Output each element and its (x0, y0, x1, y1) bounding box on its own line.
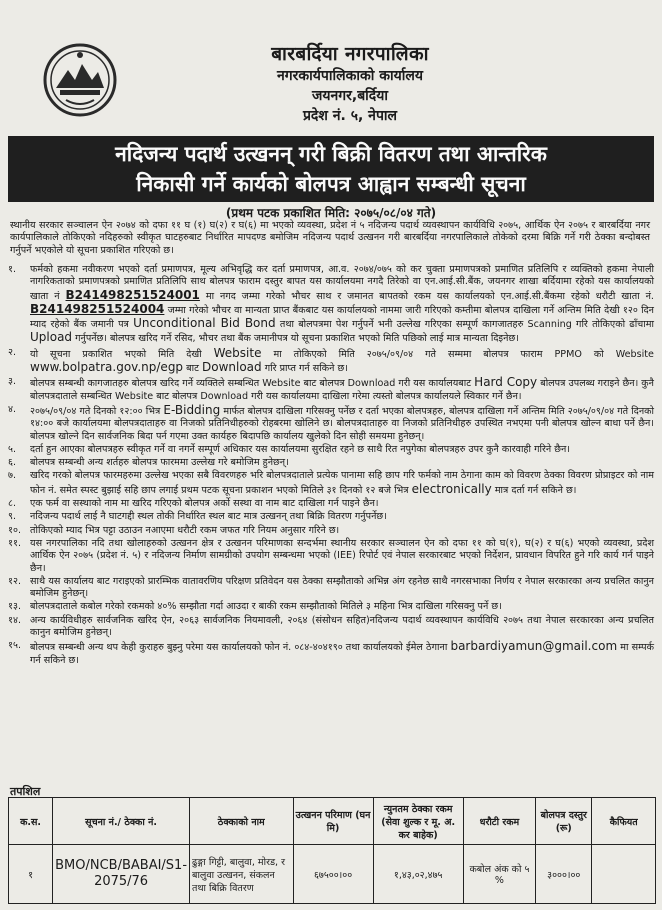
item-number: ५. (8, 443, 17, 455)
column-header: धरौटी रकम (463, 798, 535, 845)
list-item (8, 457, 654, 469)
item-number: १५. (8, 640, 22, 652)
item-number: १०. (8, 524, 22, 536)
cell-deposit: कबोल अंक को ५ % (463, 845, 535, 904)
item-text: बोलपत्रदाताले कबोल गरेको रकमको ४०% सम्झौता गर्दा आउदा र बाकी रकम सम्झौताको मितिले ३ महिना भित्र दाखिला गरिसक्नु पर्ने छ। (30, 601, 502, 613)
item-number: ३. (8, 376, 17, 388)
column-header: ठेक्काको नाम (190, 798, 293, 845)
item-text: खरिद गरको बोलपत्र फारमहरुमा उल्लेख भएका सबै विवरणहरु भरि बोलपत्रदाताले प्रत्येक पानामा सहि छाप गरि फर्मको नाम ठेगाना काम को विवरण ठेक्का विवरण प्रोप्राइटर को नाम फोन नं. समेत स्पस्ट बुझाई सहि छाप लगाई प्रथम पटक सूचना प्रकाशन भएको मितिले ३१ दिनको १२ बजे भित्र electronically मात्र दर्ता गर्न सकिने छ। (30, 470, 654, 496)
org-name: बारबर्दिया नगरपालिका (271, 43, 429, 65)
title-banner (8, 136, 654, 202)
item-number: १. (8, 264, 17, 275)
list-item (8, 601, 654, 613)
item-text: फर्मको हकमा नवीकरण भएको दर्ता प्रमाणपत्र, मूल्य अभिवृद्धि कर दर्ता प्रमाणपत्र, आ.व. २०७४/०७५ को कर चुक्ता प्रमाणपत्रको प्रमाणित प्रतिलिपि र व्यक्तिको हकमा नेपाली नागरिकताको प्रमाणपत्रको प्रमाणित प्रतिलिपि साथ बोलपत्र फाराम दस्तुर बापत यस कार्यालयमा नगदै तिरेको वा एन.आई.सी.बैंक, जयनगर शाखा बर्दियामा रहेको यस कार्यालयको खाता नं B241498251524001 मा नगद जम्मा गरेको भौचर साथ र जमानत बापतको रकम यस कार्यालयको एन.आई.सी.बैंकमा रहेको धरौटी खाता नं. B241498251524004 जम्मा गरेको भौचर वा मान्यता प्राप्त बैंकबाट यस कार्यालयको नाममा जारी गरिएको कम्तीमा बोलपत्र दाखिला गर्ने अन्तिम मिति देखी १२० दिन म्याद रहेको बैंक जमानी पत्र Unconditional Bid Bond तथा बोलपत्रमा पेश गर्नुपर्ने भनी उल्लेख गरिएका सम्पूर्ण कागजातहरु Scanning गरि तोकिएको ढाँचामा Upload गर्नुपर्नेछ। बोलपत्र खरिद गर्ने रसिद, भौचर तथा बैंक जमानीपत्र यो सूचना प्रकाशित भएको मिति पछिको लाई मात्र मान्यता दिइनेछ। (30, 264, 654, 345)
list-item (8, 511, 654, 523)
item-text: नदिजन्य पदार्थ लाई नै घाटगद्दी स्थल तोकी निर्धारित स्थल बाट मात्र उत्खनन् तथा बिक्रि वितरण गर्नुपर्नेछ। (30, 511, 387, 523)
column-header: कैफियत (592, 798, 656, 845)
cell-bid-number: BMO/NCB/BABAI/S1-2075/76 (53, 845, 190, 904)
list-item (8, 538, 654, 575)
list-item (8, 404, 654, 443)
item-number: ६. (8, 457, 17, 469)
item-text: यो सूचना प्रकाशित भएको मिति देखी Website मा तोकिएको मिति २०७५/०९/०४ गते सम्ममा बोलपत्र फाराम PPMO को Website www.bolpatra.gov.np/egp बाट Download गरि प्राप्त गर्न सकिने छ। (30, 345, 654, 375)
cell-fee: ३०००।०० (536, 845, 592, 904)
cell-serial: १ (9, 845, 53, 904)
list-item (8, 615, 654, 640)
item-text: साथै यस कार्यालय बाट गराइएको प्रारम्भिक वातावरणिय परिक्षण प्रतिवेदन यस ठेक्का सम्झौताको अभिन्न अंग रहनेछ साथै नगरसभाका निर्णय र नेपाल सरकारका अन्य प्रचलित कानुन बमोजिम हुनेछन्। (30, 575, 654, 600)
list-item (8, 347, 654, 376)
table-row (9, 845, 656, 904)
item-text: तोकिएको म्याद भित्र पट्टा उठाउन नआएमा धरौटी रकम जफत गरि नियम अनुसार गरिने छ। (30, 524, 340, 536)
egp-url-link[interactable]: www.bolpatra.gov.np/egp (30, 360, 184, 375)
item-text: बोलपत्र सम्बन्धी कागजातहरु बोलपत्र खरिद गर्ने व्यक्तिले सम्बन्धित Website बाट बोलपत्र Download गरी यस कार्यालयबाट Hard Copy बोलपत्र उपलब्ध गराइने छैन। कुनै बोलपत्रदाताले सम्बन्धित Website बाट बोलपत्र Download गरी यस कार्यालयमा दाखिला गरेमा त्यस्तो बोलपत्र कार्यालयले स्विकार गर्ने छैन। (30, 375, 654, 402)
item-number: ९. (8, 511, 17, 523)
list-item (8, 470, 654, 497)
bid-details-table (8, 797, 656, 904)
column-header: क.स. (9, 798, 53, 845)
item-number: ११. (8, 537, 22, 549)
cell-contract-name: ढुङ्गा गिट्टी, बालुवा, मोरड, र बालुवा उत्खनन, संकलन तथा बिक्रि वितरण (190, 845, 293, 904)
bank-account-1: B241498251524001 (65, 287, 200, 302)
cell-remarks (592, 845, 656, 904)
item-number: १२. (8, 575, 22, 587)
office-address: जयनगर,बर्दिया (311, 88, 388, 104)
contact-email-link[interactable]: barbardiyamun@gmail.com (450, 639, 618, 654)
publication-date: (प्रथम पटक प्रकाशित मिति: २०७५/०८/०४ गते) (225, 206, 437, 220)
list-item (8, 498, 654, 510)
list-item (8, 444, 654, 456)
item-text: अन्य कार्यविधीहरु सार्वजनिक खरिद ऐन, २०६३ सार्वजनिक नियमावली, २०६४ (संसोधन सहित)नदिजन्य पदार्थ व्यवस्थापन कार्यविधि २०७५ तथा नेपाल सरकारका अन्य प्रचलित कानुन बमोजिम हुनेछन्। (30, 614, 654, 639)
government-emblem-icon (42, 42, 118, 118)
bank-account-2: B241498251524004 (30, 301, 165, 316)
title-line-2: निकासी गर्ने कार्यको बोलपत्र आह्वान सम्बन्धी सूचना (136, 172, 526, 196)
item-number: २. (8, 346, 17, 358)
intro-paragraph: स्थानीय सरकार सञ्चालन ऐन २०७४ को दफा ११ घ (१) घ(२) र घ(६) मा भएको व्यवस्था, प्रदेश नं ५ नदिजन्य पदार्थ व्यवस्थापन कार्यविधि २०७५, आर्थिक ऐन २०७५ र बारबर्दिया नगर कार्यपालिकाले तोकिएको नदिहरुको स्वीकृत घाटहरुबाट निर्धारित मापदण्ड बमोजिम नदिजन्य पदार्थ उत्खनन गरी बारबर्दिया नगरपालिकाले तोकेको दरमा बिक्रि गर्ने गरी ठेक्का बन्दोबस्त गर्नुपर्ने भएकोले यो सूचना प्रकाशित गरिएको छ। (10, 220, 650, 256)
title-line-1: नदिजन्य पदार्थ उत्खनन् गरी बिक्री वितरण तथा आन्तरिक (115, 142, 547, 166)
item-number: ७. (8, 470, 17, 482)
item-number: १३. (8, 601, 22, 613)
column-header: बोलपत्र दस्तुर (रू) (536, 798, 592, 845)
list-item (8, 576, 654, 601)
table-header-row (9, 798, 656, 845)
item-number: ४. (8, 403, 17, 415)
province-line: प्रदेश नं. ५, नेपाल (302, 108, 398, 124)
item-text: २०७५/०९/०४ गते दिनको १२:०० भित्र E-Bidding मार्फत बोलपत्र दाखिला गरिसक्नु पर्नेछ र दर्ता भएका बोलपत्रहरु, बोलपत्र दाखिला गर्ने अन्तिम मिति २०७५/०९/०४ गते दिनको १४:०० बजे कार्यालयमा बोलपत्रदाताहरु वा निजको प्रतिनिधीहरुको रोहबरमा खोलिने छ। बोलपत्रदाताहरु वा निजको प्रतिनिधीहरु उपस्थित नभएमा पनी बोलपत्र खोल्न बाधा पर्ने छैन। बोलपत्र खोल्ने दिन सार्वजनिक बिदा पर्न गएमा उक्त कार्यहरु बिदापछि कार्यालय खुलेको दिन सोही समयमा हुनेछन्। (30, 402, 654, 442)
item-number: ८. (8, 498, 17, 510)
list-item (8, 640, 654, 667)
cell-volume: ६७५००।०० (293, 845, 373, 904)
column-header: उत्खनन परिमाण (घन मि) (293, 798, 373, 845)
list-item (8, 525, 654, 537)
column-header: न्युनतम ठेक्का रकम (सेवा शुल्क र मू. अ. कर बाहेक) (373, 798, 463, 845)
office-name: नगरकार्यपालिकाको कार्यालय (277, 68, 423, 84)
item-number: १४. (8, 614, 22, 626)
item-text: यस नगरपालिका नदि तथा खोलाहरुको उत्खनन क्षेत्र र उत्खनन परिमाणका सन्दर्भमा स्थानीय सरकार सञ्चालन ऐन को दफा ११ को घ(१), घ(२) र घ(६) भएको व्यवस्था, प्रदेश आर्थिक ऐन २०७५ (प्रदेश नं. ५) र नदिजन्य निर्माण सामग्रीको उपयोग सम्बन्धमा भएको (IEE) रिपोर्ट एवं नेपाल सरकारबाट भएको निर्देशन, प्रावधान विपरित हुने गरि कार्य गर्न पाइने छैन। (30, 537, 654, 574)
column-header: सूचना नं./ ठेक्का नं. (53, 798, 190, 845)
table-label: तपशिल (10, 785, 41, 798)
cell-min-amount: १,४३,०२,४७५ (373, 845, 463, 904)
item-text: दर्ता हुन आएका बोलपत्रहरु स्वीकृत गर्ने वा नगर्ने सम्पूर्ण अधिकार यस कार्यालयमा सुरक्षित रहने छ साथै रित नपुगेका बोलपत्रहरु उपर कुनै कारवाही गरिने छैन। (30, 443, 570, 455)
item-text: बोलपत्र सम्बन्धी अन्य थप केही कुराहरु बुझ्नु परेमा यस कार्यालयको फोन नं. ०८४-४०४१९० तथा कार्यालयको ईमेल ठेगाना barbardiyamun@gmail.com मा सम्पर्क गर्न सकिने छ। (30, 639, 654, 666)
item-text: एक फर्म वा सस्थाको नाम मा खरिद गरिएको बोलपत्र अर्को सस्था वा नाम बाट दाखिला गर्न पाइने छैन। (30, 498, 379, 510)
conditions-list (8, 264, 654, 668)
list-item (8, 376, 654, 403)
item-text: बोलपत्र सम्बन्धी अन्य शर्तहरु बोलपत्र फारममा उल्लेख गरे बमोजिम हुनेछन्। (30, 457, 289, 469)
list-item (8, 264, 654, 346)
